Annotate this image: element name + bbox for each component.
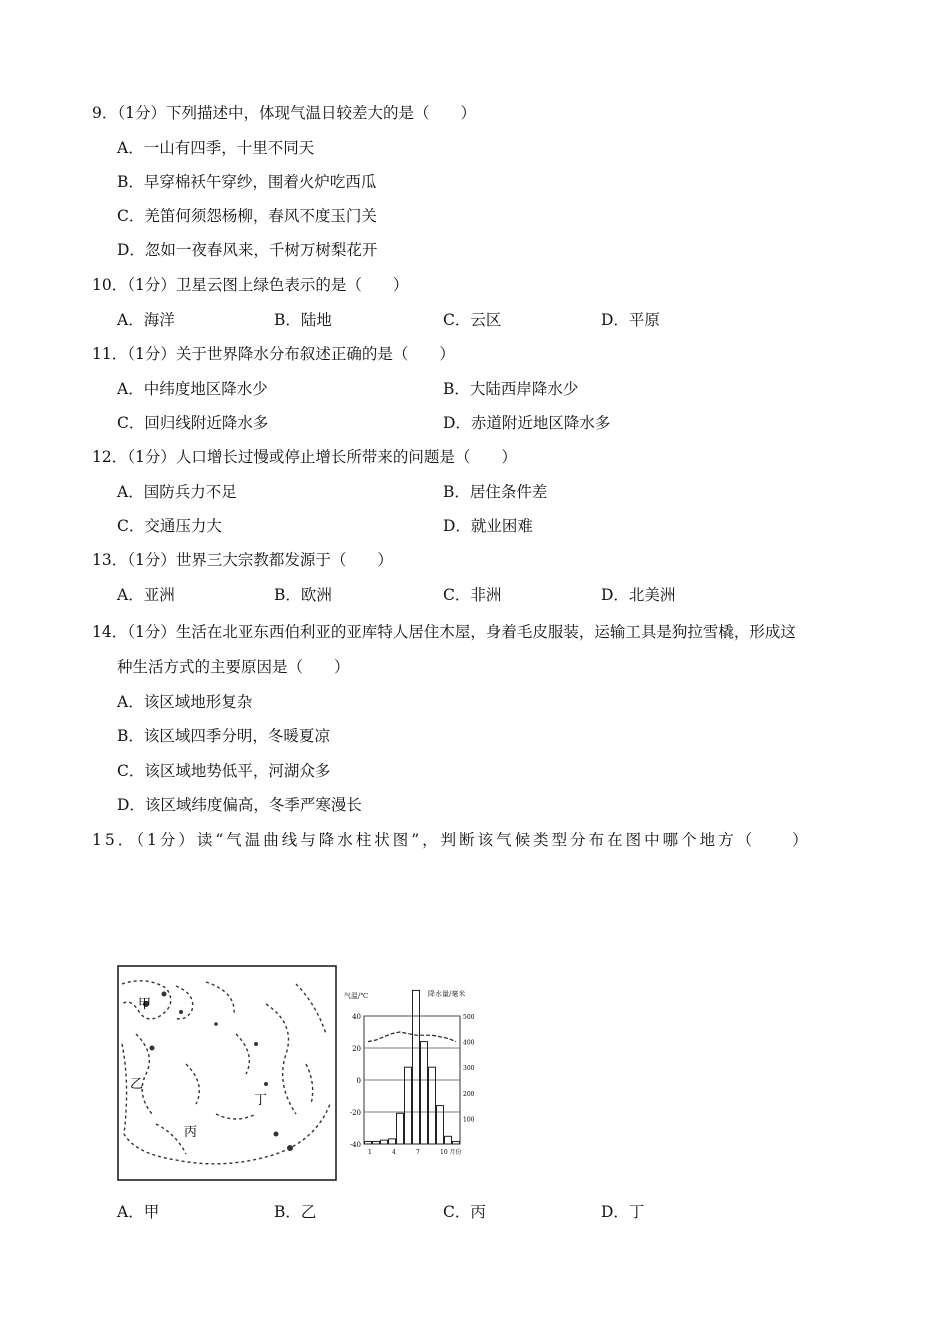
question-12-option-d: D．就业困难 xyxy=(443,517,533,535)
chart-precip-bar xyxy=(413,990,420,1144)
chart-precip-bar xyxy=(405,1067,412,1144)
question-10-option-c: C．云区 xyxy=(443,311,502,329)
map-label-jia: 甲 xyxy=(138,997,152,1012)
map-islands xyxy=(143,992,293,1152)
chart-precip-bar xyxy=(389,1139,396,1144)
chart-precip-bar xyxy=(445,1136,452,1144)
chart-left-tick-label: 40 xyxy=(352,1013,361,1021)
question-11-option-a: A．中纬度地区降水少 xyxy=(117,380,268,398)
chart-left-tick-label: 0 xyxy=(356,1077,361,1085)
question-9-option-a: A．一山有四季，十里不同天 xyxy=(117,139,315,157)
chart-ylabel-left: 气温/℃ xyxy=(344,992,369,1000)
question-11-option-d: D．赤道附近地区降水多 xyxy=(443,414,611,432)
question-14-option-d: D．该区域纬度偏高，冬季严寒漫长 xyxy=(117,796,362,814)
chart-right-tick-label: 200 xyxy=(463,1090,475,1098)
question-11-option-c: C．回归线附近降水多 xyxy=(117,414,269,432)
map-figure xyxy=(116,964,338,1182)
question-12-option-c: C．交通压力大 xyxy=(117,517,222,535)
question-15-option-c: C．丙 xyxy=(443,1203,486,1221)
map-coastlines xyxy=(122,981,330,1164)
question-10-stem: 10．（1分）卫星云图上绿色表示的是（ ） xyxy=(92,276,409,294)
chart-precip-bar xyxy=(373,1141,380,1144)
chart-precip-bar xyxy=(453,1141,460,1144)
chart-left-ticks xyxy=(350,1013,361,1149)
chart-precip-bar xyxy=(421,1042,428,1144)
chart-left-tick-label: 20 xyxy=(352,1045,361,1053)
chart-precip-bar xyxy=(437,1106,444,1144)
chart-ylabel-right: 降水量/毫米 xyxy=(428,990,466,998)
chart-bars xyxy=(365,990,460,1144)
map-label-ding: 丁 xyxy=(254,1093,268,1108)
chart-x-tick-label: 7 xyxy=(416,1149,420,1156)
question-13-option-d: D．北美洲 xyxy=(601,586,676,604)
question-12-option-b: B．居住条件差 xyxy=(443,483,548,501)
question-9-option-d: D．忽如一夜春风来，千树万树梨花开 xyxy=(117,241,378,259)
climate-chart xyxy=(344,972,486,1158)
map-label-bing: 丙 xyxy=(184,1125,198,1140)
chart-x-ticks xyxy=(368,1148,462,1156)
chart-precip-bar xyxy=(397,1113,404,1144)
question-11-option-b: B．大陆西岸降水少 xyxy=(443,380,579,398)
chart-precip-bar xyxy=(381,1140,388,1144)
chart-right-ticks xyxy=(463,1014,475,1123)
chart-left-tick-label: -20 xyxy=(349,1109,361,1117)
question-14-stem-cont: 种生活方式的主要原因是（ ） xyxy=(117,658,350,676)
map-label-yi: 乙 xyxy=(130,1077,144,1092)
chart-precip-bar xyxy=(365,1141,372,1144)
question-9-option-c: C．羌笛何须怨杨柳，春风不度玉门关 xyxy=(117,207,377,225)
chart-right-tick-label: 400 xyxy=(463,1039,475,1047)
chart-left-tick-label: -40 xyxy=(349,1141,361,1149)
question-12-stem: 12．（1分）人口增长过慢或停止增长所带来的问题是（ ） xyxy=(92,448,517,466)
question-14-stem: 14．（1分）生活在北亚东西伯利亚的亚库特人居住木屋，身着毛皮服装，运输工具是狗拉雪橇，形成这 xyxy=(92,623,796,641)
question-10-option-b: B．陆地 xyxy=(274,311,332,329)
question-9-option-b: B．早穿棉袄午穿纱，围着火炉吃西瓜 xyxy=(117,173,377,191)
question-15-option-b: B．乙 xyxy=(274,1203,317,1221)
question-9-stem: 9．（1分）下列描述中，体现气温日较差大的是（ ） xyxy=(92,104,476,122)
question-13-option-b: B．欧洲 xyxy=(274,586,332,604)
question-10-option-d: D．平原 xyxy=(601,311,660,329)
chart-precip-bar xyxy=(429,1067,436,1144)
question-11-stem: 11．（1分）关于世界降水分布叙述正确的是（ ） xyxy=(92,345,455,363)
chart-x-tick-label: 10 月份 xyxy=(440,1149,462,1156)
question-15-option-a: A．甲 xyxy=(117,1203,160,1221)
question-15-stem: 15．（1分）读“气温曲线与降水柱状图”，判断该气候类型分布在图中哪个地方（ ） xyxy=(92,831,811,849)
chart-x-tick-label: 4 xyxy=(392,1149,396,1156)
question-14-option-b: B．该区域四季分明，冬暖夏凉 xyxy=(117,727,330,745)
chart-right-tick-label: 300 xyxy=(463,1065,475,1073)
question-13-option-c: C．非洲 xyxy=(443,586,502,604)
chart-right-tick-label: 100 xyxy=(463,1116,475,1124)
question-12-option-a: A．国防兵力不足 xyxy=(117,483,237,501)
question-10-option-a: A．海洋 xyxy=(117,311,175,329)
chart-x-tick-label: 1 xyxy=(368,1149,372,1156)
question-14-option-a: A．该区域地形复杂 xyxy=(117,693,253,711)
question-13-option-a: A．亚洲 xyxy=(117,586,175,604)
question-15-option-d: D．丁 xyxy=(601,1203,645,1221)
chart-right-tick-label: 500 xyxy=(463,1014,475,1021)
question-14-option-c: C．该区域地势低平，河湖众多 xyxy=(117,762,331,780)
question-13-stem: 13．（1分）世界三大宗教都发源于（ ） xyxy=(92,551,393,569)
